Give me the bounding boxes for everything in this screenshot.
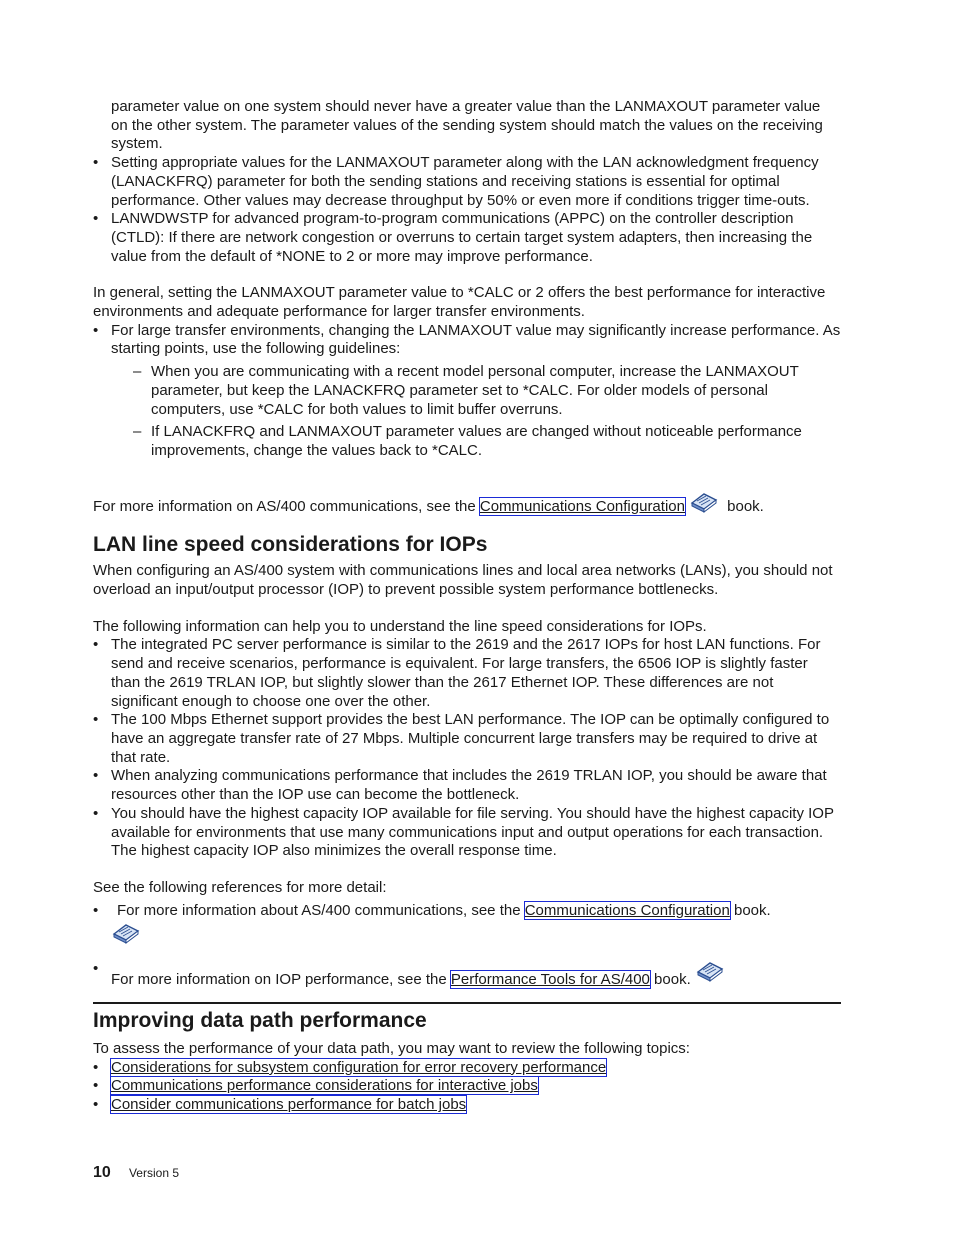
topic-links-list [93, 1059, 841, 1115]
communications-configuration-link[interactable]: Communications Configuration [479, 497, 685, 515]
page-number: 10 [93, 1164, 111, 1181]
references-list [93, 902, 841, 990]
list-item: – If LANACKFRQ and LANMAXOUT parameter values are changed without noticeable performance improvements, change the values back to *CALC. [133, 423, 841, 460]
interactive-jobs-link[interactable]: Communications performance considerations for interactive jobs [111, 1077, 538, 1095]
guideline-list [111, 363, 841, 461]
more-info-paragraph: For more information on AS/400 communications, see the Communications Configuration book. [93, 491, 841, 517]
performance-tools-link[interactable]: Performance Tools for AS/400 [450, 971, 650, 989]
large-transfer-list [93, 322, 841, 461]
references-lead: See the following references for more detail: [93, 878, 387, 896]
book-icon [689, 491, 719, 513]
list-item: • You should have the highest capacity IOP available for file serving. You should have the highest capacity IOP available for environments that use many communications input and output operations for each transaction. The highest capacity IOP also minimizes the overall response time. [93, 805, 841, 861]
book-icon [695, 960, 725, 982]
lead-paragraph: The following information can help you to understand the line speed considerations for IOPs. [93, 617, 707, 635]
book-icon [111, 922, 141, 944]
intro-paragraph: When configuring an AS/400 system with communications lines and local area networks (LANs), you should not overload an input/output processor (IOP) to prevent possible system performance bottlenecks. [93, 562, 833, 599]
list-item [93, 322, 841, 461]
iop-list [93, 636, 841, 860]
intro-paragraph: To assess the performance of your data path, you may want to review the following topics: [93, 1040, 690, 1058]
section-divider [93, 1002, 841, 1004]
subsystem-configuration-link[interactable]: Considerations for subsystem configuration for error recovery performance [111, 1058, 607, 1076]
version-label: Version 5 [128, 1166, 180, 1180]
list-item: • Setting appropriate values for the LANMAXOUT parameter along with the LAN acknowledgment frequency (LANACKFRQ) parameter for both the sending stations and receiving stations is essential for optimal performance. Other values may decrease throughput by 50% or even more if conditions trigger time-outs. [93, 154, 841, 210]
list-item [93, 1096, 841, 1115]
list-item: • For more information on IOP performance, see the Performance Tools for AS/400 book. [93, 960, 841, 990]
section-heading: LAN line speed considerations for IOPs [93, 533, 488, 557]
page-footer [93, 1164, 179, 1183]
continued-paragraph: parameter value on one system should never have a greater value than the LANMAXOUT parameter value on the other system. The parameter values of the sending system should match the values on the receiving system. [111, 98, 823, 153]
list-item: • The integrated PC server performance is similar to the 2619 and the 2617 IOPs for host LAN functions. For send and receive scenarios, performance is equivalent. For large transfers, the 6506 IOP is slightly faster than the 2619 TRLAN IOP, but slightly slower than the 2617 Ethernet IOP. These differences are not significant enough to choose one over the other. [93, 636, 841, 711]
communications-configuration-link[interactable]: Communications Configuration [524, 901, 730, 919]
list-item: • For more information about AS/400 communications, see the Communications Configuration book. [93, 902, 841, 953]
lan-parameter-list [93, 154, 841, 266]
batch-jobs-link[interactable]: Consider communications performance for batch jobs [111, 1096, 467, 1114]
list-item: • LANWDWSTP for advanced program-to-program communications (APPC) on the controller description (CTLD): If there are network congestion or overruns to certain target system adapters, then increasing the value from the default of *NONE to 2 or more may improve performance. [93, 210, 841, 266]
list-item [93, 1077, 841, 1096]
section-heading: Improving data path performance [93, 1009, 427, 1033]
list-item [93, 1059, 841, 1078]
list-item: • When analyzing communications performance that includes the 2619 TRLAN IOP, you should be aware that resources other than the IOP use can become the bottleneck. [93, 767, 841, 804]
list-item-text: For large transfer environments, changing the LANMAXOUT value may significantly increase performance. As starting points, use the following guidelines: [111, 321, 841, 358]
list-item: – When you are communicating with a recent model personal computer, increase the LANMAXOUT parameter, but keep the LANACKFRQ parameter set to *CALC. For older models of personal computers, use *CALC for both values to limit buffer overruns. [133, 363, 841, 419]
list-item: • The 100 Mbps Ethernet support provides the best LAN performance. The IOP can be optimally configured to have an aggregate transfer rate of 27 Mbps. Multiple concurrent large transfers may be required to drive at that rate. [93, 711, 841, 767]
page-content [93, 98, 841, 1115]
general-paragraph: In general, setting the LANMAXOUT parameter value to *CALC or 2 offers the best performance for interactive environments and adequate performance for larger transfer environments. [93, 284, 826, 321]
